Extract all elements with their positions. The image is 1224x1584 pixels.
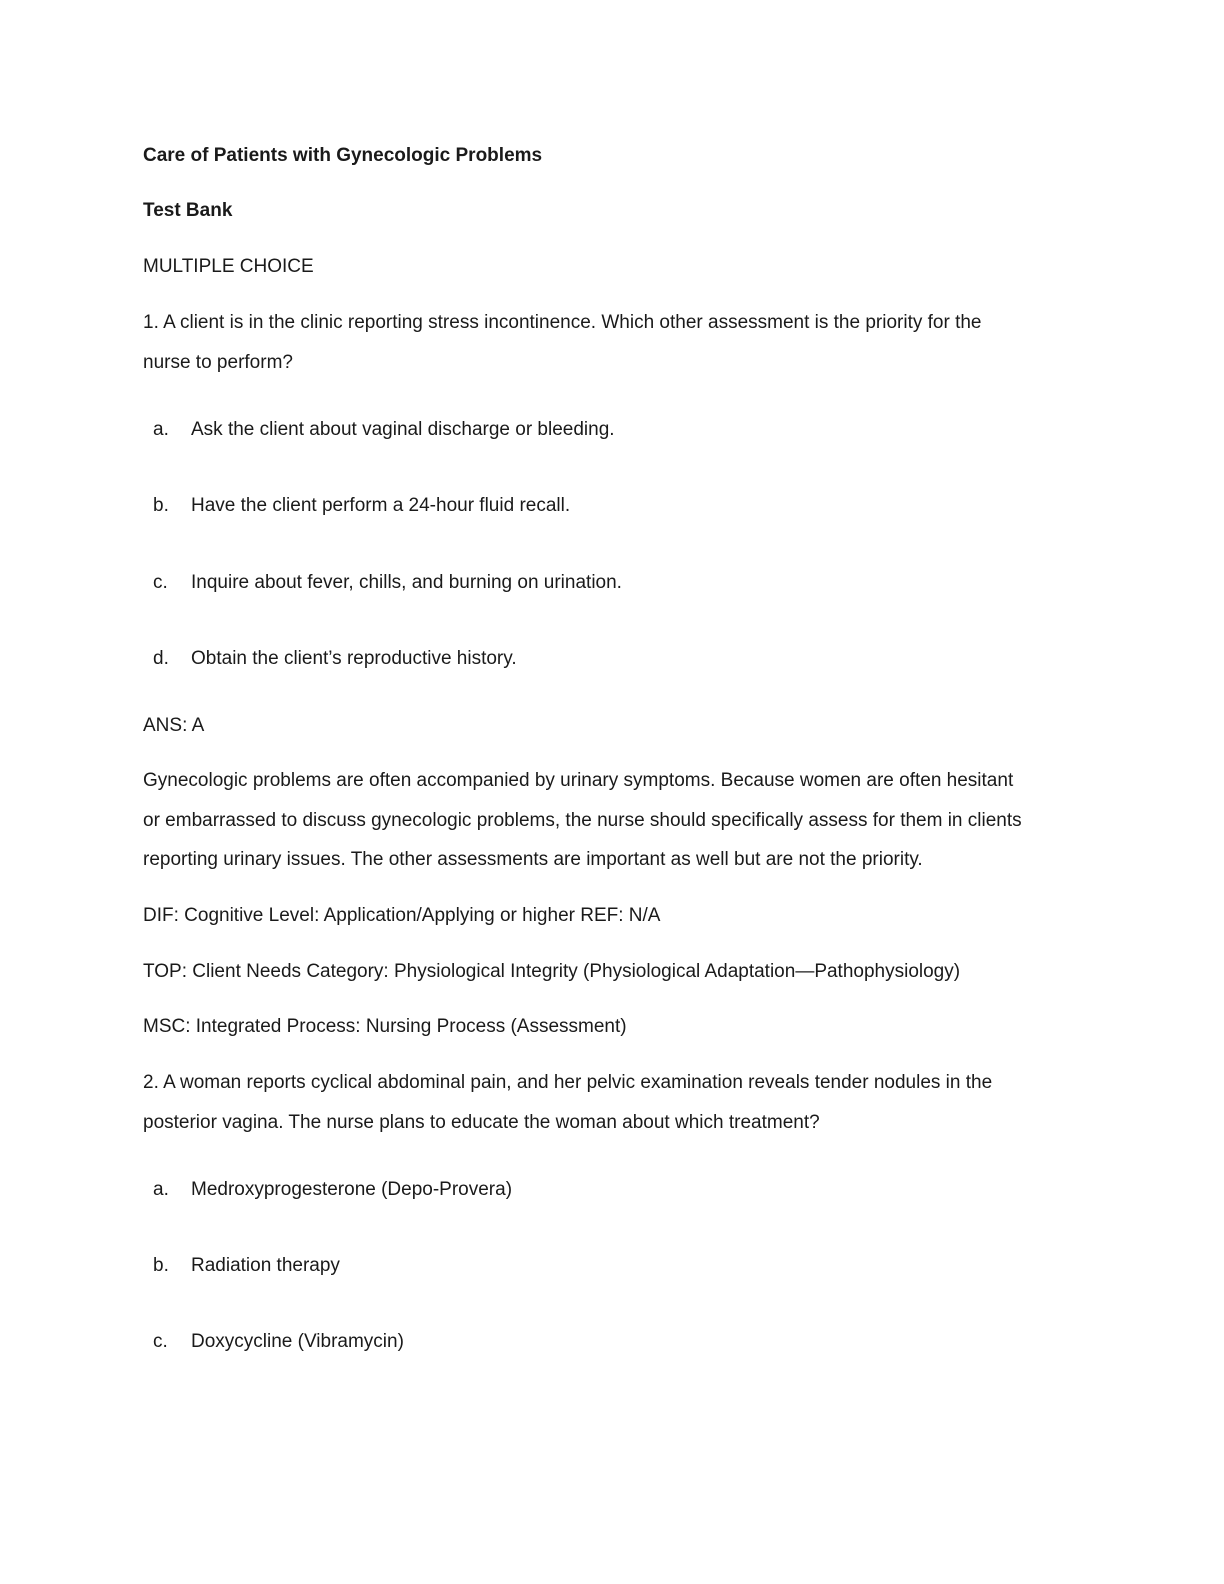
option-letter: b. [153,1255,169,1276]
option-text: Medroxyprogesterone (Depo-Provera) [191,1179,513,1200]
option-letter: a. [153,1179,169,1200]
option-letter: b. [153,495,169,516]
document-subtitle: Test Bank [143,200,233,221]
section-heading: MULTIPLE CHOICE [143,256,314,277]
question-1-rationale-line-3: reporting urinary issues. The other assessments are important as well but are not the priority. [143,849,923,870]
option-letter: a. [153,419,169,440]
question-1-stem-line-1: 1. A client is in the clinic reporting stress incontinence. Which other assessment is the priority for the [143,312,982,333]
option-letter: c. [153,1331,168,1352]
document-title: Care of Patients with Gynecologic Problems [143,145,543,166]
option-text: Radiation therapy [191,1255,340,1276]
option-text: Have the client perform a 24-hour fluid recall. [191,495,571,516]
question-1-msc: MSC: Integrated Process: Nursing Process (Assessment) [143,1016,627,1037]
option-text: Inquire about fever, chills, and burning on urination. [191,572,622,593]
option-letter: d. [153,648,169,669]
question-1-answer: ANS: A [143,715,205,736]
question-1-stem-line-2: nurse to perform? [143,352,293,373]
option-text: Ask the client about vaginal discharge or bleeding. [191,419,615,440]
question-2-stem-line-2: posterior vagina. The nurse plans to educate the woman about which treatment? [143,1112,820,1133]
question-2-stem-line-1: 2. A woman reports cyclical abdominal pain, and her pelvic examination reveals tender nodules in the [143,1072,993,1093]
question-1-rationale-line-1: Gynecologic problems are often accompanied by urinary symptoms. Because women are often hesitant [143,770,1014,791]
question-1-top: TOP: Client Needs Category: Physiological Integrity (Physiological Adaptation—Pathophysiology) [143,961,961,982]
question-1-rationale-line-2: or embarrassed to discuss gynecologic problems, the nurse should specifically assess for them in clients [143,810,1022,831]
option-text: Doxycycline (Vibramycin) [191,1331,404,1352]
question-1-dif: DIF: Cognitive Level: Application/Applying or higher REF: N/A [143,905,661,926]
option-text: Obtain the client’s reproductive history. [191,648,517,669]
option-letter: c. [153,572,168,593]
